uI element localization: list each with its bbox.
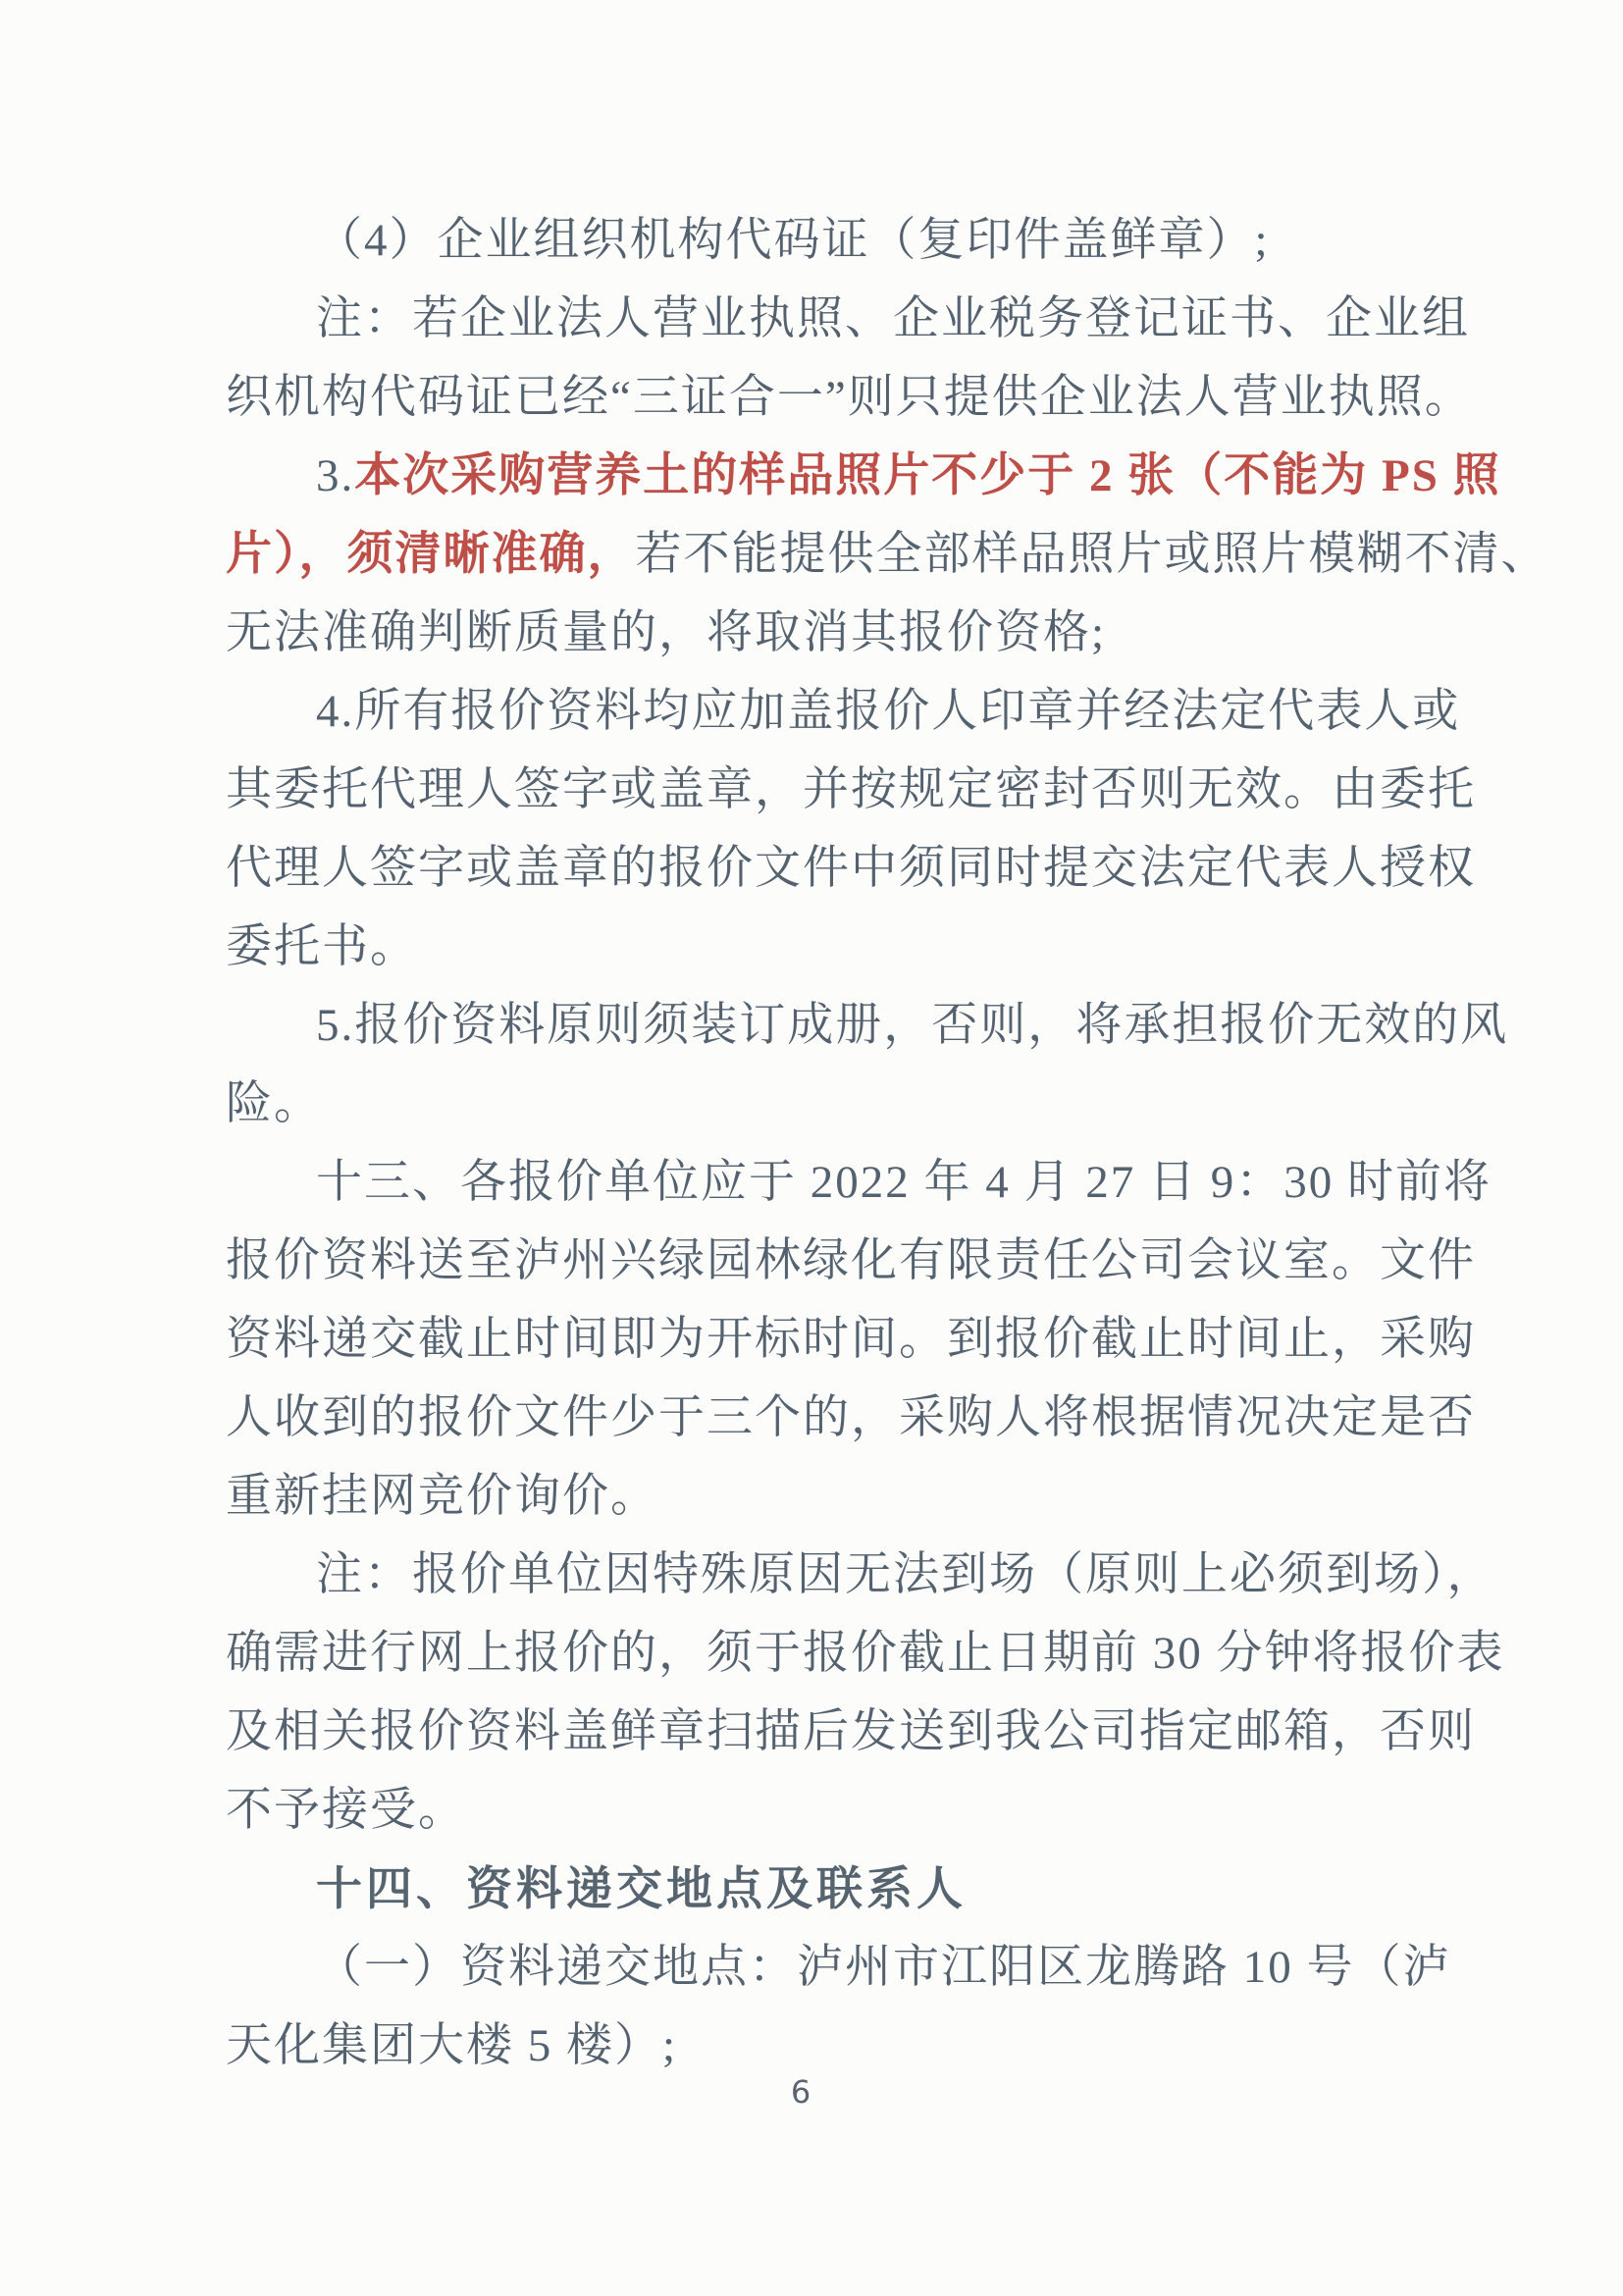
text-segment: 4.所有报价资料均应加盖报价人印章并经法定代表人或 bbox=[316, 686, 1461, 737]
text-segment: 委托书。 bbox=[226, 921, 418, 972]
paragraph-line bbox=[226, 986, 1509, 1065]
paragraph-line bbox=[226, 201, 1376, 280]
text-segment: 十三、各报价单位应于 2022 年 4 月 27 日 9：30 时前将 bbox=[316, 1157, 1492, 1208]
paragraph-line bbox=[226, 515, 1549, 594]
paragraph-line bbox=[226, 1457, 1376, 1536]
text-segment: 织机构代码证已经“三证合一”则只提供企业法人营业执照。 bbox=[226, 372, 1473, 423]
paragraph-line bbox=[226, 1143, 1492, 1222]
text-segment: （一）资料递交地点：泸州市江阳区龙腾路 10 号（泸 bbox=[316, 1942, 1451, 1993]
paragraph-line bbox=[226, 280, 1470, 358]
paragraph-line bbox=[226, 1379, 1476, 1457]
section-heading bbox=[226, 1850, 1376, 1928]
paragraph-line bbox=[226, 358, 1473, 437]
paragraph-line bbox=[226, 1536, 1495, 1614]
paragraph-line bbox=[226, 437, 1501, 515]
paragraph-line bbox=[226, 1300, 1476, 1379]
section-heading-text: 十四、资料递交地点及联系人 bbox=[316, 1862, 967, 1914]
text-segment: 若不能提供全部样品照片或照片模糊不清、 bbox=[635, 529, 1549, 580]
text-segment: 确需进行网上报价的，须于报价截止日期前 30 分钟将报价表 bbox=[226, 1628, 1505, 1679]
text-segment: 及相关报价资料盖鲜章扫描后发送到我公司指定邮箱，否则 bbox=[226, 1706, 1476, 1757]
paragraph-line bbox=[226, 1771, 1376, 1850]
paragraph-line bbox=[226, 908, 1376, 986]
paragraph-line bbox=[226, 1222, 1476, 1300]
text-segment: 注：若企业法人营业执照、企业税务登记证书、企业组 bbox=[316, 293, 1470, 344]
paragraph-line bbox=[226, 829, 1476, 908]
paragraph-line bbox=[226, 1065, 1376, 1143]
text-segment: 重新挂网竞价询价。 bbox=[226, 1471, 658, 1522]
text-segment: 险。 bbox=[226, 1078, 322, 1129]
paragraph-line bbox=[226, 594, 1376, 672]
text-segment: 其委托代理人签字或盖章，并按规定密封否则无效。由委托 bbox=[226, 764, 1476, 815]
text-segment: 代理人签字或盖章的报价文件中须同时提交法定代表人授权 bbox=[226, 843, 1476, 894]
text-segment: 天化集团大楼 5 楼）; bbox=[226, 2020, 678, 2071]
text-segment: 无法准确判断质量的，将取消其报价资格; bbox=[226, 607, 1107, 658]
text-segment: 人收到的报价文件少于三个的，采购人将根据情况决定是否 bbox=[226, 1392, 1476, 1443]
text-segment: 报价资料送至泸州兴绿园林绿化有限责任公司会议室。文件 bbox=[226, 1235, 1476, 1286]
text-segment: 3. bbox=[316, 450, 355, 501]
red-emphasis-segment: 本次采购营养土的样品照片不少于 2 张（不能为 PS 照 bbox=[354, 450, 1501, 501]
red-emphasis-segment: 片），须清晰准确， bbox=[226, 529, 636, 580]
text-segment: （4）企业组织机构代码证（复印件盖鲜章）; bbox=[316, 215, 1270, 266]
text-segment: 5.报价资料原则须装订成册，否则，将承担报价无效的风 bbox=[316, 1000, 1509, 1051]
page-number: 6 bbox=[790, 2073, 812, 2111]
paragraph-line bbox=[226, 672, 1461, 751]
paragraph-line bbox=[226, 1928, 1451, 2007]
text-segment: 不予接受。 bbox=[226, 1785, 466, 1836]
document-body bbox=[226, 201, 1549, 2085]
text-segment: 注：报价单位因特殊原因无法到场（原则上必须到场）， bbox=[316, 1549, 1495, 1600]
text-segment: 资料递交截止时间即为开标时间。到报价截止时间止，采购 bbox=[226, 1314, 1476, 1365]
paragraph-line bbox=[226, 1693, 1476, 1771]
paragraph-line bbox=[226, 751, 1476, 829]
paragraph-line bbox=[226, 1614, 1505, 1693]
